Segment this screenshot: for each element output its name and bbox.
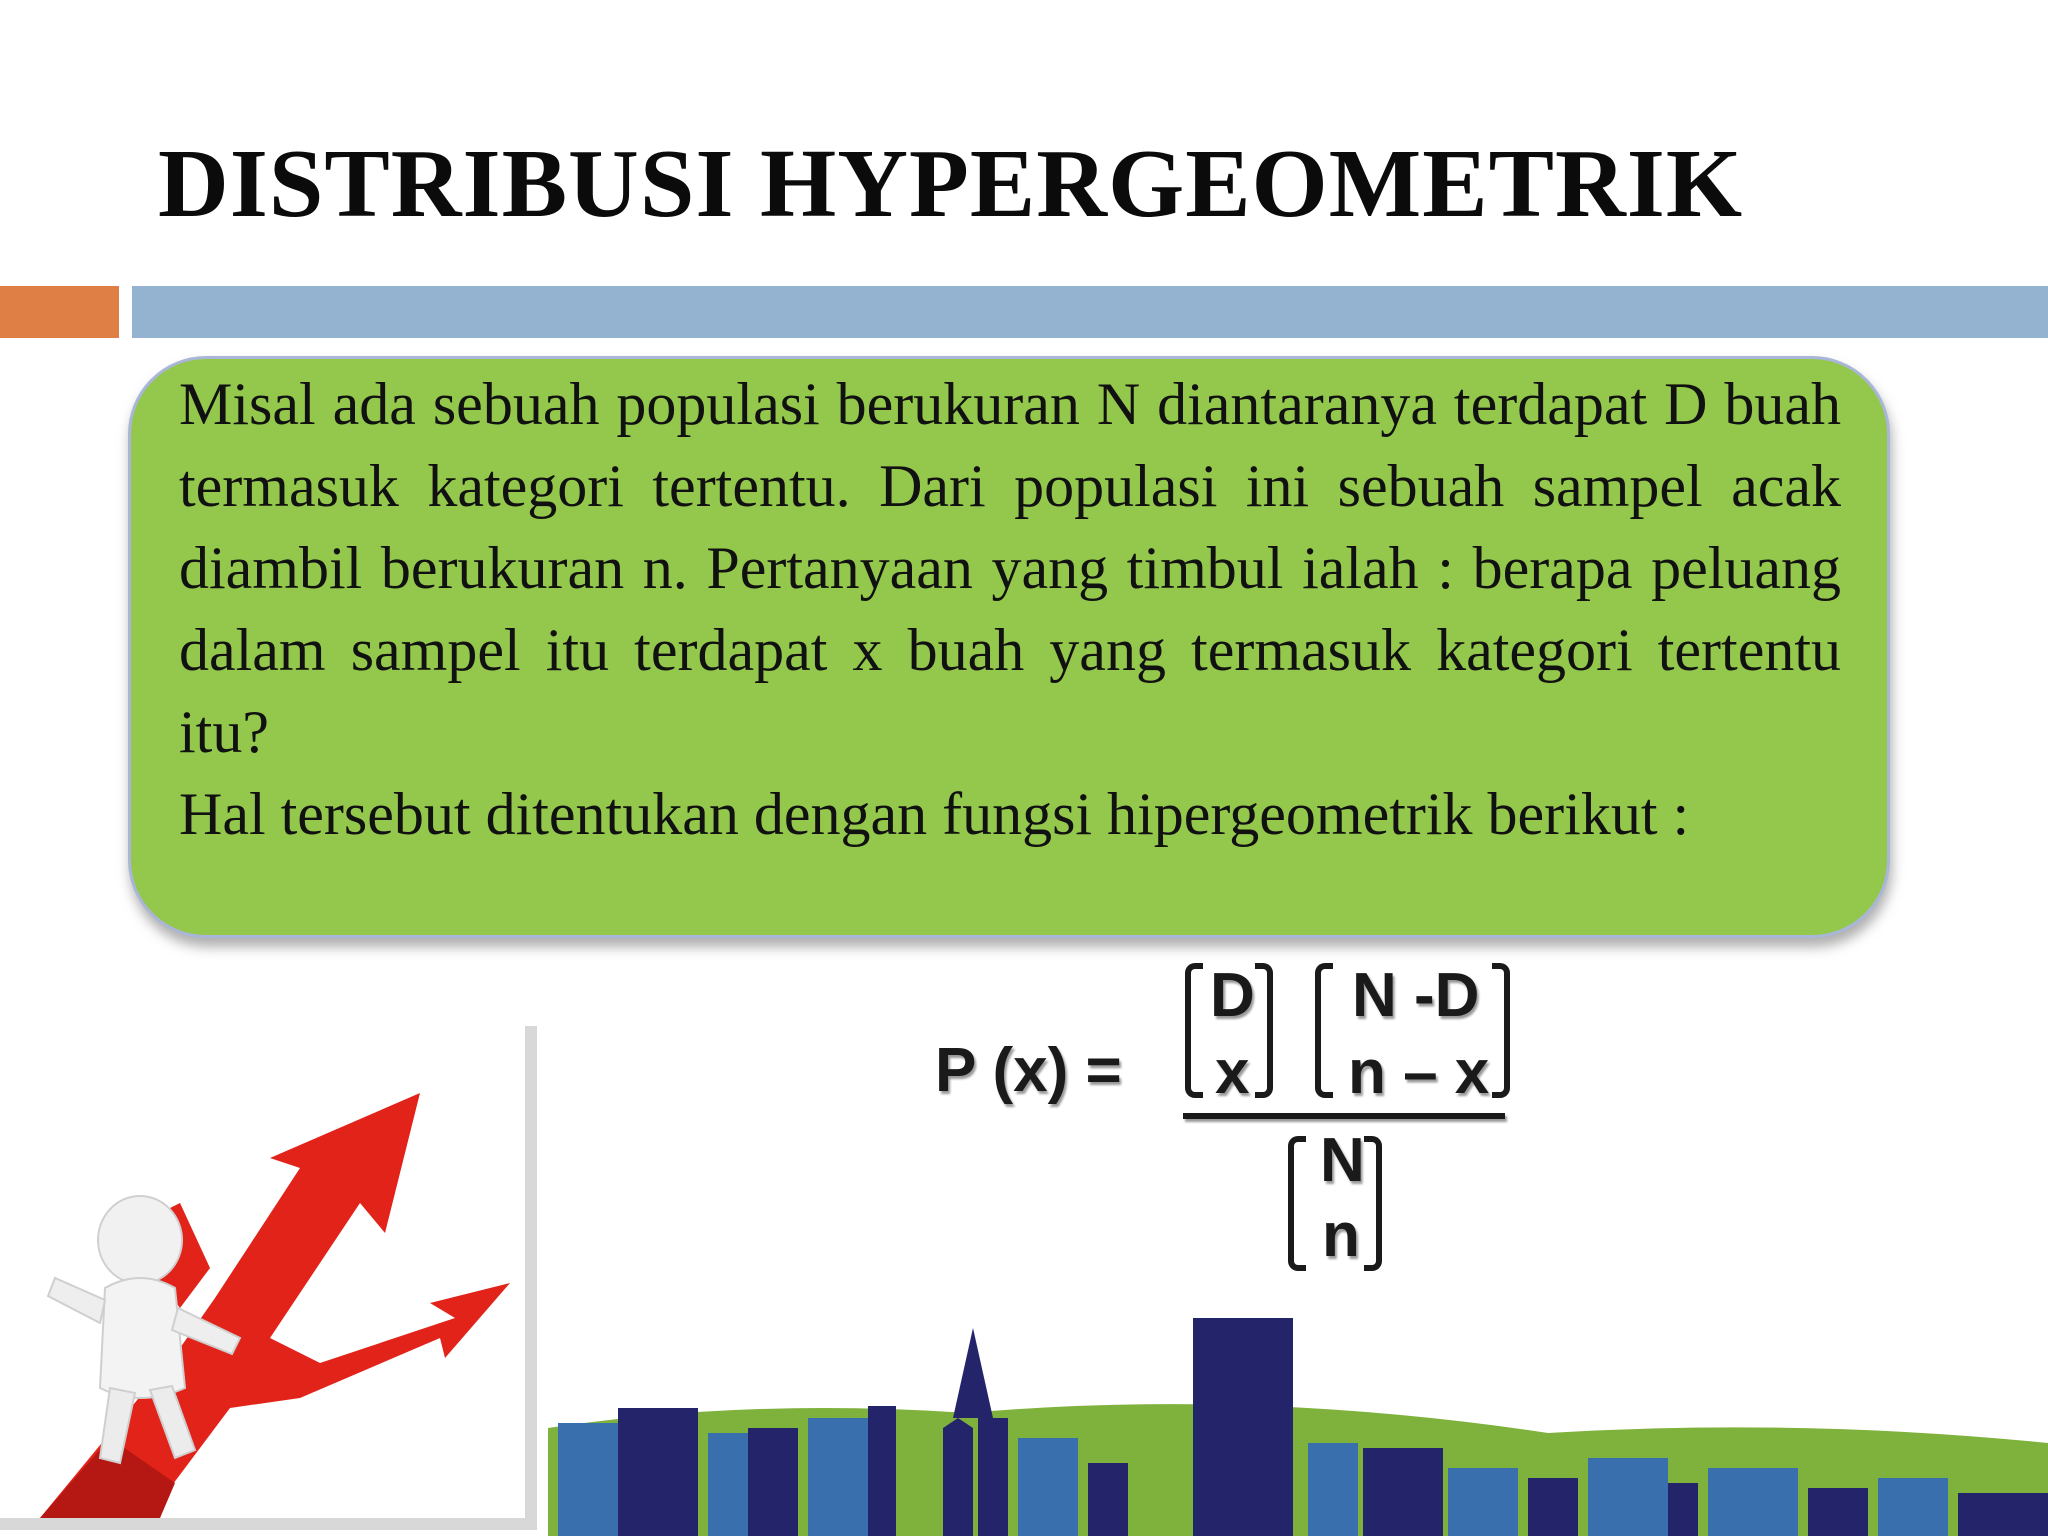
left-paren-icon <box>1288 1136 1306 1271</box>
right-paren-icon <box>1364 1136 1382 1271</box>
numerator-1-bottom: x <box>1215 1038 1250 1107</box>
denominator-top: N <box>1320 1126 1365 1195</box>
person-crossroads-icon <box>0 1018 540 1538</box>
numerator-2-bottom: n – x <box>1348 1038 1490 1107</box>
numerator-1-top: D <box>1210 961 1255 1030</box>
left-paren-icon <box>1185 963 1203 1098</box>
accent-bar-blue <box>132 286 2048 338</box>
numerator-2-top: N -D <box>1352 961 1480 1030</box>
formula-lhs: P (x) = <box>935 1036 1122 1105</box>
city-skyline-icon <box>548 1318 2048 1536</box>
right-paren-icon <box>1492 963 1510 1098</box>
slide-title: DISTRIBUSI HYPERGEOMETRIK <box>158 130 1744 238</box>
fraction-line <box>1183 1113 1505 1119</box>
denominator-bottom: n <box>1322 1201 1360 1270</box>
paragraph-conclusion: Hal tersebut ditentukan dengan fungsi hipergeometrik berikut : <box>179 781 1690 847</box>
accent-bar-orange <box>0 286 119 338</box>
right-paren-icon <box>1255 963 1273 1098</box>
paragraph-description: Misal ada sebuah populasi berukuran N diantaranya terdapat D buah termasuk kategori tertentu. Dari populasi ini sebuah sampel acak diambil berukuran n. Pertanyaan yang timbul ialah : berapa peluang dalam sampel itu terdapat x buah yang termasuk kategori tertentu itu? <box>179 371 1841 765</box>
left-paren-icon <box>1315 963 1333 1098</box>
